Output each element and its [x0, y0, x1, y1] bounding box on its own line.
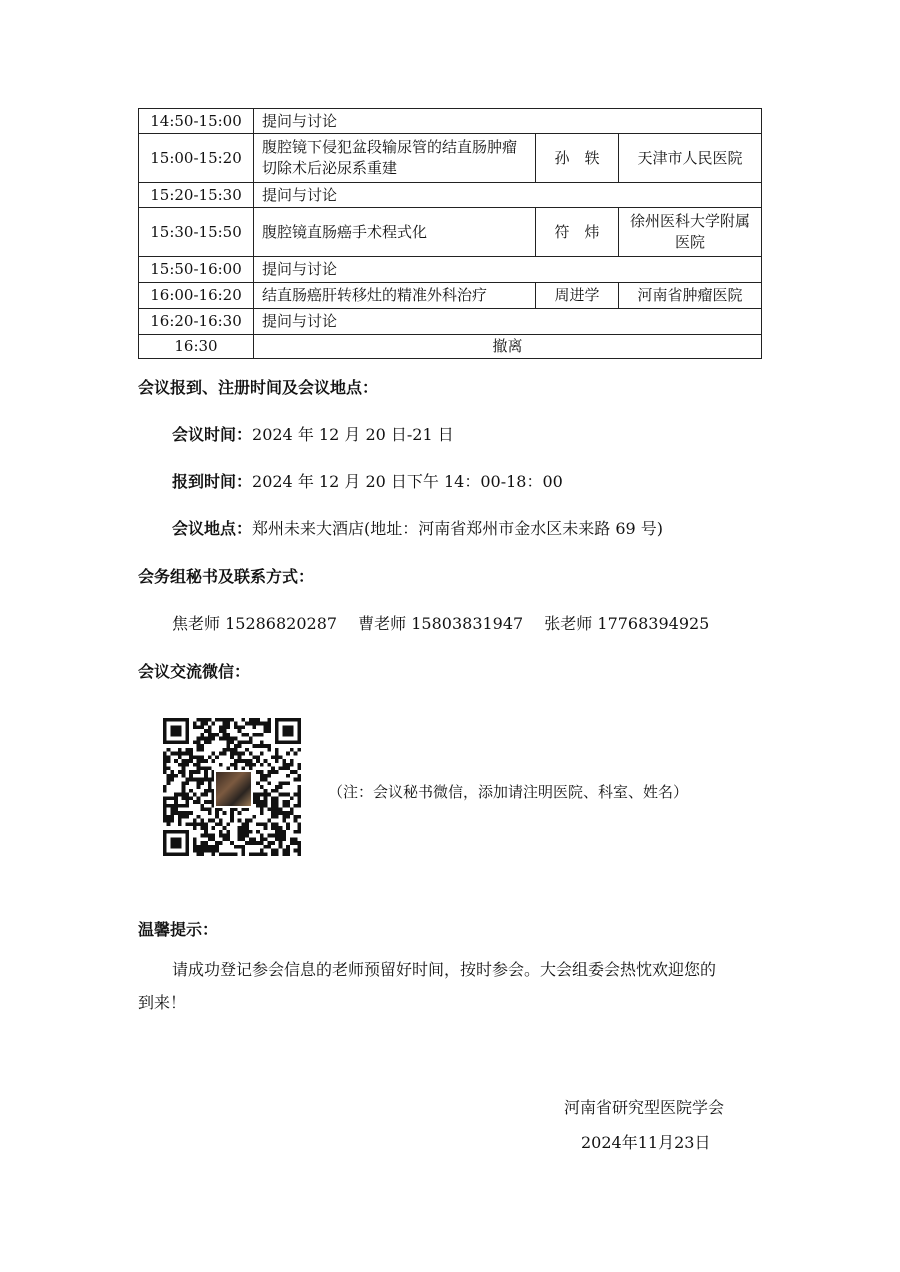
- table-row: [139, 283, 762, 309]
- table-row: [139, 309, 762, 335]
- meeting-time-value: 2024 年 12 月 20 日-21 日: [252, 425, 454, 444]
- table-row: [139, 183, 762, 208]
- table-row: [139, 134, 762, 183]
- checkin-time-value: 2024 年 12 月 20 日下午 14：00-18：00: [252, 472, 563, 491]
- wechat-note: （注：会议秘书微信，添加请注明医院、科室、姓名）: [328, 783, 689, 801]
- reminder-line-2: 到来！: [138, 993, 187, 1012]
- hospital-cell: 天津市人民医院: [619, 134, 762, 183]
- topic-cell: 提问与讨论: [254, 309, 762, 335]
- topic-cell: 提问与讨论: [254, 183, 762, 208]
- speaker-cell: 周进学: [536, 283, 619, 309]
- checkin-time-line: [172, 469, 563, 492]
- time-cell: 16:00-16:20: [139, 283, 254, 309]
- contacts-line: 焦老师 15286820287 曹老师 15803831947 张老师 17768394925: [172, 614, 710, 633]
- hospital-cell: 徐州医科大学附属医院: [619, 208, 762, 257]
- table-row: [139, 335, 762, 359]
- table-row: [139, 208, 762, 257]
- qr-center-photo: [214, 770, 253, 808]
- speaker-cell: 孙 轶: [536, 134, 619, 183]
- topic-cell: 提问与讨论: [254, 257, 762, 283]
- topic-cell: 腹腔镜下侵犯盆段输尿管的结直肠肿瘤切除术后泌尿系重建: [254, 134, 536, 183]
- registration-heading: 会议报到、注册时间及会议地点：: [138, 378, 379, 397]
- topic-cell: 提问与讨论: [254, 109, 762, 134]
- table-row: [139, 109, 762, 134]
- signature-date: 2024年11月23日: [581, 1133, 711, 1152]
- signature-org: 河南省研究型医院学会: [564, 1098, 725, 1117]
- meeting-time-label: 会议时间：: [172, 425, 253, 444]
- reminder-line-1: 请成功登记参会信息的老师预留好时间，按时参会。大会组委会热忱欢迎您的: [172, 960, 717, 979]
- meeting-time-line: [172, 422, 454, 445]
- time-cell: 15:00-15:20: [139, 134, 254, 183]
- venue-value: 郑州未来大酒店(地址：河南省郑州市金水区未来路 69 号): [252, 519, 664, 538]
- time-cell: 14:50-15:00: [139, 109, 254, 134]
- contacts-heading: 会务组秘书及联系方式：: [138, 567, 315, 586]
- venue-label: 会议地点：: [172, 519, 253, 538]
- time-cell: 15:50-16:00: [139, 257, 254, 283]
- topic-cell: 撤离: [254, 335, 762, 359]
- time-cell: 16:20-16:30: [139, 309, 254, 335]
- time-cell: 15:20-15:30: [139, 183, 254, 208]
- venue-line: [172, 516, 663, 539]
- time-cell: 15:30-15:50: [139, 208, 254, 257]
- wechat-heading: 会议交流微信：: [138, 662, 251, 681]
- reminder-heading: 温馨提示：: [138, 920, 219, 939]
- hospital-cell: 河南省肿瘤医院: [619, 283, 762, 309]
- speaker-cell: 符 炜: [536, 208, 619, 257]
- checkin-time-label: 报到时间：: [172, 472, 253, 491]
- table-row: [139, 257, 762, 283]
- time-cell: 16:30: [139, 335, 254, 359]
- topic-cell: 结直肠癌肝转移灶的精准外科治疗: [254, 283, 536, 309]
- schedule-table: [138, 108, 762, 359]
- topic-cell: 腹腔镜直肠癌手术程式化: [254, 208, 536, 257]
